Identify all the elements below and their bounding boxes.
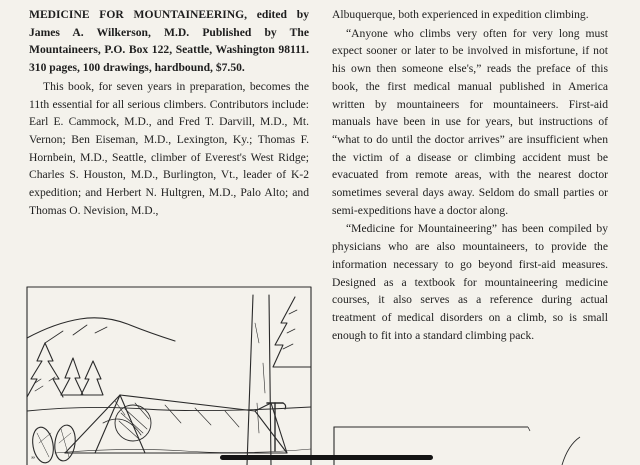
- continuation-text: Albuquerque, both experienced in expedition climbing.: [332, 8, 589, 21]
- mountain-outline: [27, 318, 175, 341]
- tent: [65, 395, 287, 453]
- snowshoes: [30, 424, 77, 465]
- svg-text:”: ”: [31, 455, 35, 465]
- camp-illustration: [25, 283, 313, 465]
- left-trees: [27, 343, 103, 397]
- tree-trunk: [247, 295, 271, 465]
- right-tree: [273, 297, 311, 367]
- illustration-frame: [27, 287, 311, 465]
- preface-paragraph: “Anyone who climbs very often for very long must expect sooner or later to be involved in misfortune, if not his own then someone else's,” reads the preface of this book, the first medical manual published in America written by mountaineers for mountaineers. First-aid manuals have been in use for years, but instructions of “what to do until the doctor arrives” are insufficient when the victim of a disease or climbing accident must be evacuated from remote areas, with the nearest doctor sometimes several days away. Seldom do small parties or semi-expeditions have a doctor along.: [332, 26, 608, 217]
- ice-axe: [267, 403, 286, 451]
- ground-line: [27, 407, 311, 411]
- right-column: [332, 0, 608, 344]
- home-indicator-bar[interactable]: [220, 455, 433, 460]
- description-paragraph: “Medicine for Mountaineering” has been compiled by physicians who are also mountaineers, to provide the information necessary to go beyond first-aid measures. Designed as a textbook for mountaineering medicine courses, it also serves as a reference during actual treatment of medical disorders on a climb, so is small enough to fit into a standard climbing pack.: [332, 222, 608, 342]
- contributors-paragraph: This book, for seven years in preparation, becomes the 11th essential for all serious climbers. Contributors include: Earl E. Cammock, M.D., and Fred T. Darvill, M.D., Mt. Vernon; Ben Eiseman, M.D., Lexington, Ky.; Thomas F. Hornbein, M.D., Seattle, climber of Everest's West Ridge; Charles S. Houston, M.D., Burlington, Vt., leader of K-2 expedition; and Herbert N. Hultgren, M.D., Palo Alto; and Thomas O. Nevision, M.D.,: [29, 79, 309, 217]
- book-review-heading: MEDICINE FOR MOUNTAINEERING, edited by James A. Wilkerson, M.D. Published by The Mountaineers, P.O. Box 122, Seattle, Washington 98111. 310 pages, 100 drawings, hardbound, $7.50.: [29, 8, 309, 75]
- left-column: [29, 0, 309, 219]
